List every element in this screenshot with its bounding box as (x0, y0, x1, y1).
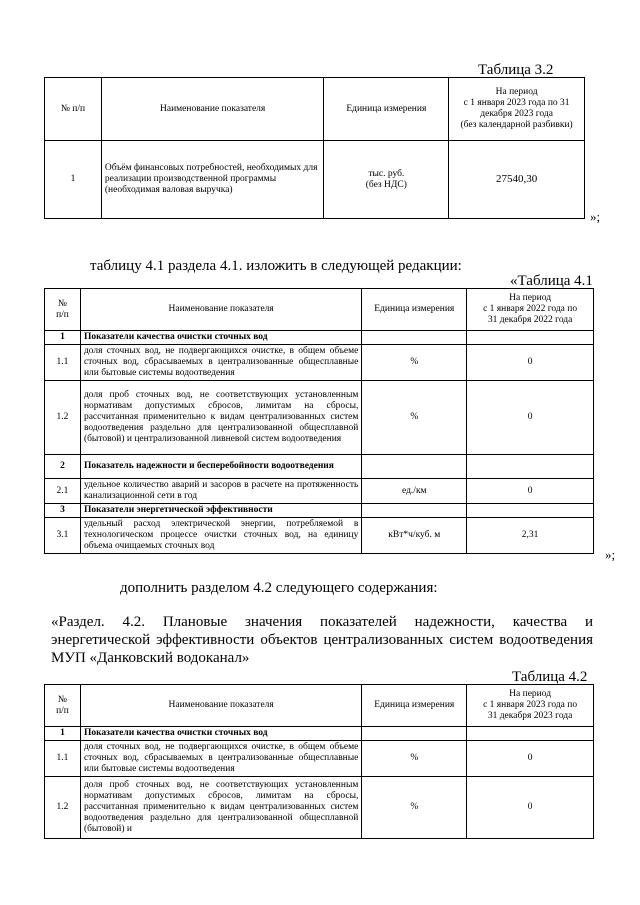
table-3-2-caption: Таблица 3.2 (478, 62, 554, 78)
intro-paragraph-1: таблицу 4.1 раздела 4.1. изложить в следующей редакции: (90, 258, 462, 274)
intro-paragraph-2: дополнить разделом 4.2 следующего содержания: (120, 580, 438, 596)
t41-row-value: 2,31 (467, 518, 594, 554)
t42-row-unit (362, 727, 467, 741)
t42-header-unit: Единица измерения (362, 685, 467, 727)
t32-row-value: 27540,30 (449, 141, 585, 219)
t32-row-unit: тыс. руб. (без НДС) (324, 141, 449, 219)
t41-row-value (467, 504, 594, 518)
t41-header-num: № п/п (45, 289, 81, 331)
t41-row-unit: % (362, 381, 467, 455)
t41-row-num: 3.1 (45, 518, 81, 554)
t42-row-num: 1.2 (45, 777, 81, 839)
t42-row-unit: % (362, 741, 467, 777)
t42-row-value: 0 (467, 777, 594, 839)
t42-header-num: № п/п (45, 685, 81, 727)
t41-row-value: 0 (467, 381, 594, 455)
t42-row-unit: % (362, 777, 467, 839)
t41-header-period: На период с 1 января 2022 года по 31 декабря 2022 года (467, 289, 594, 331)
t32-end-mark: »; (590, 209, 601, 224)
table-3-2 (44, 77, 585, 219)
t41-row-name: Показатели качества очистки сточных вод (80, 331, 361, 345)
t42-row-name: доля сточных вод, не подвергающихся очистке, в общем объеме сточных вод, сбрасываемых в централизованные общесплавные или бытовые системы водоотведения (80, 741, 361, 777)
t41-row-unit: % (362, 345, 467, 381)
table-4-2-caption: Таблица 4.2 (512, 669, 588, 685)
t41-row-num: 1 (45, 331, 81, 345)
t41-row-unit: кВт*ч/куб. м (362, 518, 467, 554)
t32-header-num: № п/п (45, 78, 102, 141)
t41-row-value: 0 (467, 345, 594, 381)
t41-header-unit: Единица измерения (362, 289, 467, 331)
t42-row-num: 1 (45, 727, 81, 741)
section-title: «Раздел. 4.2. Плановые значения показателей надежности, качества и энергетической эффективности объектов централизованных систем водоотведения МУП «Данковский водоканал» (51, 614, 593, 666)
t32-header-unit: Единица измерения (324, 78, 449, 141)
t41-row-name: удельное количество аварий и засоров в расчете на протяженность канализационной сети в год (80, 479, 361, 504)
table-4-1 (44, 288, 594, 554)
t41-row-unit: ед./км (362, 479, 467, 504)
t41-row-value (467, 331, 594, 345)
t41-row-name: Показатель надежности и бесперебойности водоотведения (80, 455, 361, 479)
t42-row-name: Показатели качества очистки сточных вод (80, 727, 361, 741)
t41-end-mark: »; (605, 547, 616, 562)
t42-header-period: На период с 1 января 2023 года по 31 декабря 2023 года (467, 685, 594, 727)
t32-header-name: Наименование показателя (101, 78, 324, 141)
t41-row-name: удельный расход электрической энергии, потребляемой в технологическом процессе очистки сточных вод, на единицу объема очищаемых сточных вод (80, 518, 361, 554)
t42-row-value: 0 (467, 741, 594, 777)
t41-row-name: доля проб сточных вод, не соответствующих установленным нормативам допустимых сбросов, лимитам на сбросы, рассчитанная применительно к видам централизованных систем водоотведения раздельно для централизованной общесплавной (бытовой) и централизованной ливневой систем водоотведения (80, 381, 361, 455)
t41-row-num: 1.1 (45, 345, 81, 381)
t41-row-unit (362, 504, 467, 518)
t41-row-num: 1.2 (45, 381, 81, 455)
t41-header-name: Наименование показателя (80, 289, 361, 331)
table-4-2 (44, 684, 594, 839)
t32-row-name: Объём финансовых потребностей, необходимых для реализации производственной программы (необходимая валовая выручка) (101, 141, 324, 219)
t41-row-num: 2.1 (45, 479, 81, 504)
t41-row-unit (362, 455, 467, 479)
t42-row-num: 1.1 (45, 741, 81, 777)
t41-row-value: 0 (467, 479, 594, 504)
table-4-1-caption: «Таблица 4.1 (510, 273, 593, 289)
t32-row-num: 1 (45, 141, 102, 219)
t32-header-period: На период с 1 января 2023 года по 31 декабря 2023 года (без календарной разбивки) (449, 78, 585, 141)
t42-row-name: доля проб сточных вод, не соответствующих установленным нормативам допустимых сбросов, лимитам на сбросы, рассчитанная применительно к видам централизованных систем водоотведения раздельно для централизованной общесплавной (бытовой) и (80, 777, 361, 839)
t41-row-name: доля сточных вод, не подвергающихся очистке, в общем объеме сточных вод, сбрасываемых в централизованные общесплавные или бытовые системы водоотведения (80, 345, 361, 381)
t41-row-value (467, 455, 594, 479)
t42-header-name: Наименование показателя (80, 685, 361, 727)
t41-row-num: 2 (45, 455, 81, 479)
t41-row-num: 3 (45, 504, 81, 518)
t41-row-name: Показатели энергетической эффективности (80, 504, 361, 518)
t42-row-value (467, 727, 594, 741)
t41-row-unit (362, 331, 467, 345)
